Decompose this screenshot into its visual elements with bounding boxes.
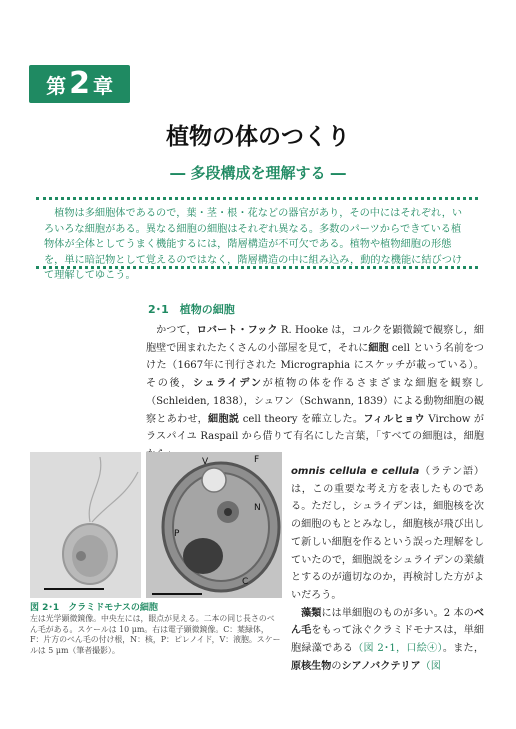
- body-text-full-width: [146, 322, 484, 464]
- chapter-prefix: 第: [46, 74, 67, 98]
- term-flagella: べん毛: [291, 607, 484, 637]
- term-cell-theory: 細胞説: [208, 413, 240, 425]
- paragraph-algae: 藻類には単細胞のものが多い。2 本のべん毛をもって泳ぐクラミドモナスは，単細胞緑藻である（図 2･1，口絵④）。また，原核生物のシアノバクテリア（図: [291, 607, 485, 672]
- chapter-suffix: 章: [92, 74, 113, 98]
- latin-phrase: omnis cellula e cellula: [291, 466, 420, 477]
- label-v: V: [202, 457, 209, 467]
- paragraph-cell-history-cont: omnis cellula e cellula（ラテン語）は，この重要な考え方を表したものである。ただし，シュライデンは，細胞核を次の細胞のもととみなし，細胞核が飛び出して新しい細胞を作るという誤った理解をしていたので，細胞説をシュライデンの業績とするのが適切なのか，再検討した方がよいだろう。: [291, 466, 484, 601]
- chapter-summary-text: 植物は多細胞体であるので，葉・茎・根・花などの器官があり，その中にはそれぞれ，いろいろな細胞がある。異なる細胞の細胞はそれぞれ異なる。多数のパーツからできている植物体が全体としてうまく機能するには，階層構造が不可欠である。植物や植物細胞の形態を，単に暗記物として覚えるのではなく，階層構造の中に組み込み，動的な機能に結びつけて理解してゆこう。: [44, 208, 463, 281]
- label-p: P: [174, 529, 180, 539]
- term-prokaryote: 原核生物: [291, 660, 332, 672]
- figure-reference-link-2[interactable]: （図: [420, 660, 441, 672]
- label-n: N: [254, 503, 261, 513]
- label-c: C: [242, 577, 249, 587]
- section-heading: 2･1 植物の細胞: [148, 303, 235, 316]
- body-text-column: [291, 463, 484, 675]
- term-algae: 藻類: [301, 607, 322, 619]
- figure-reference-link[interactable]: （図 2･1，口絵④）: [353, 643, 443, 655]
- term-cell: 細胞: [368, 342, 389, 354]
- chapter-title: 植物の体のつくり: [166, 124, 350, 150]
- figure-caption-text: 左は光学顕微鏡像。中央左には，眼点が見える。二本の同じ長さのべん毛がある。スケールは 10 μm。右は電子顕微鏡像。C：葉緑体，F：片方のべん毛の付け根，N：核，P：ピレノイド，V：液胞。スケールは 5 μm（筆者撮影）。: [30, 614, 281, 655]
- term-hooke: ロバート・フック: [196, 325, 278, 336]
- figure-caption: [30, 602, 282, 656]
- figure-title: クラミドモナスの細胞: [68, 603, 158, 613]
- chapter-badge: [29, 65, 130, 103]
- chapter-number: 2: [69, 66, 90, 101]
- paragraph-cell-history: かつて，ロバート・フック R. Hooke は，コルクを顕微鏡で観察し，細胞壁で囲まれたたくさんの小部屋を見て，それに細胞 cell という名前をつけた（1667年に刊行された Micrographia にスケッチが載っている）。その後，シュライデンが植物の体を作るさまざまな細胞を観察し（Schleiden, 1838），シュワン（Schwann, 1839）による動物細胞の観察とあわせ，細胞説 cell theory を確立した。フィルヒョウ Virchow がラスパイユ Raspail から借りて有名にした言葉，「すべての細胞は，細胞: [146, 325, 485, 443]
- label-f: F: [254, 455, 260, 465]
- light-micrograph-image: [30, 452, 141, 598]
- term-virchow: フィルヒョウ: [363, 413, 425, 425]
- chlamydomonas-electron-micrograph: [146, 452, 282, 598]
- electron-micrograph-image: [146, 452, 282, 598]
- term-schleiden: シュライデン: [192, 378, 263, 390]
- chlamydomonas-light-micrograph: [30, 452, 141, 598]
- chapter-subtitle: ― 多段構成を理解する ―: [170, 164, 346, 182]
- figure-number: 図 2･1: [30, 603, 60, 613]
- chapter-summary-box: [36, 197, 478, 281]
- term-cyanobacteria: シアノバクテリア: [341, 660, 421, 672]
